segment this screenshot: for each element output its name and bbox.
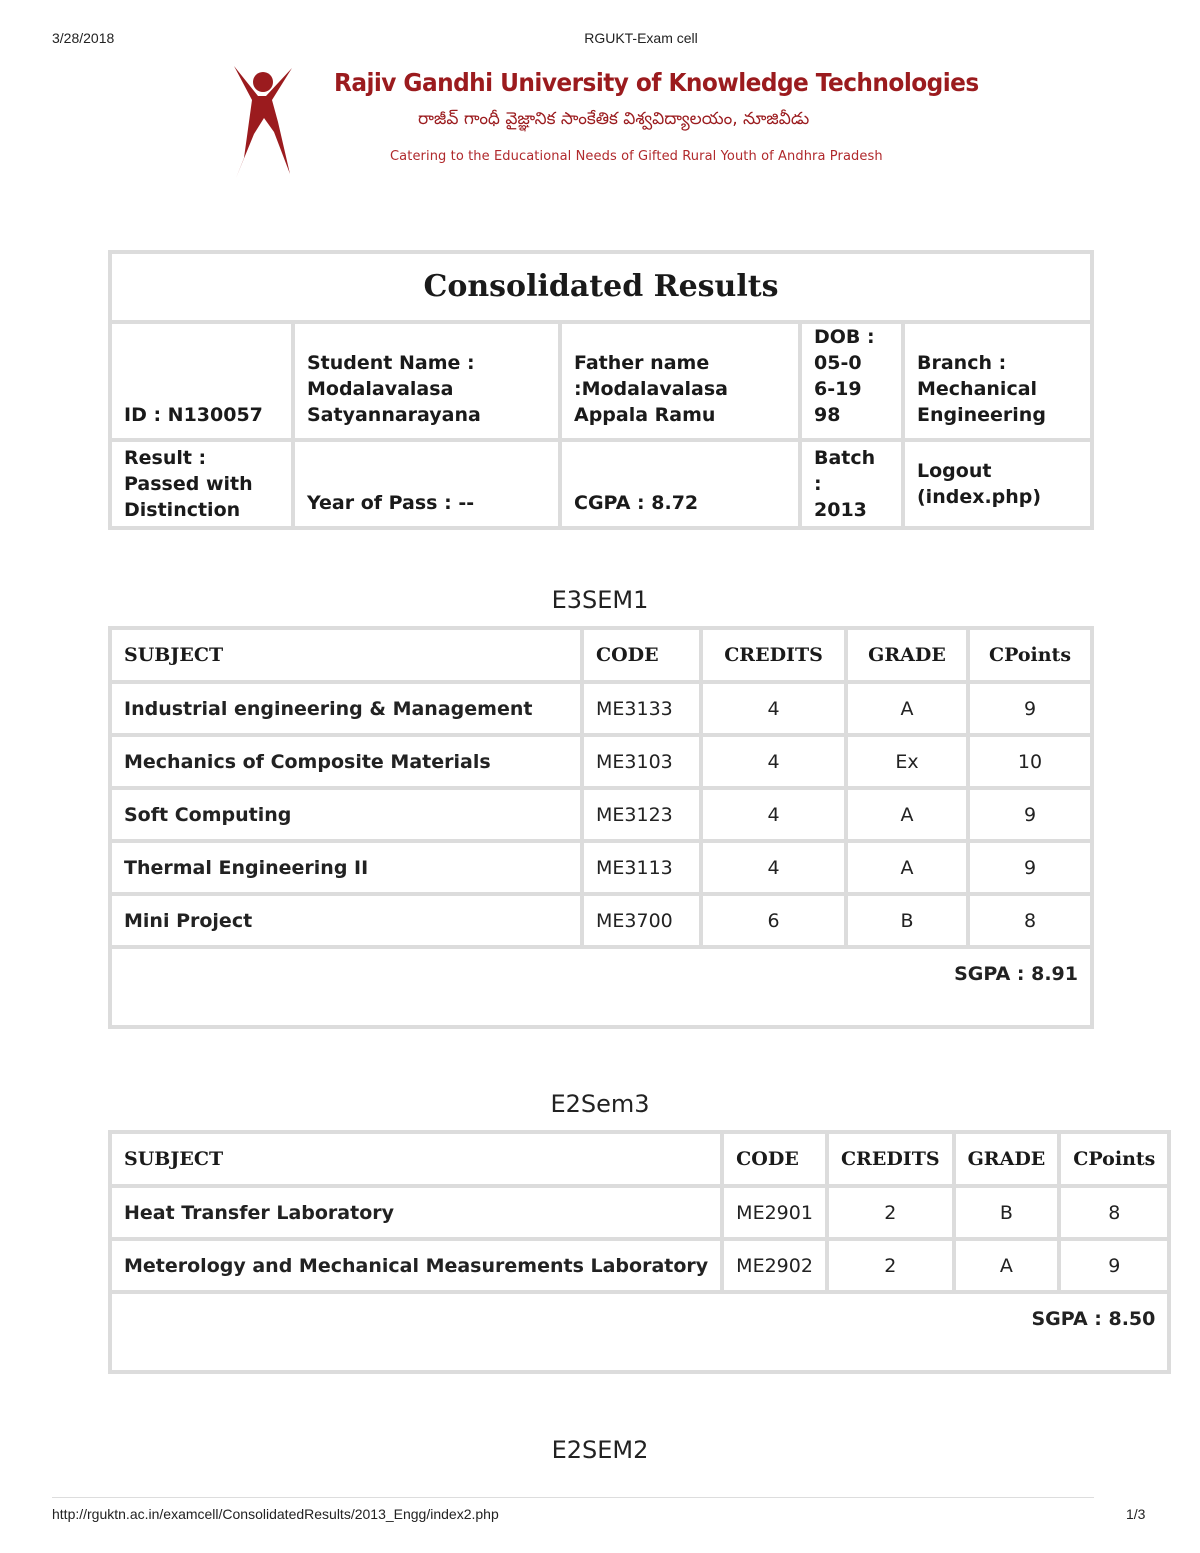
subject-cpoints: 9: [1059, 1239, 1169, 1292]
print-date: 3/28/2018: [52, 30, 115, 46]
subject-name: Soft Computing: [110, 788, 582, 841]
subject-grade: A: [846, 788, 968, 841]
logout-link[interactable]: Logout (index.php): [903, 440, 1092, 528]
subject-name: Mini Project: [110, 894, 582, 947]
subject-name: Industrial engineering & Management: [110, 682, 582, 735]
dob-cell: [800, 322, 903, 440]
batch-label: Batch :: [814, 447, 876, 495]
branch-label: Branch :: [917, 352, 1007, 374]
subject-code: ME2901: [722, 1186, 827, 1239]
table-header-row: [110, 1132, 1169, 1186]
subject-credits: 6: [701, 894, 846, 947]
table-row: [110, 735, 1092, 788]
subject-name: Heat Transfer Laboratory: [110, 1186, 722, 1239]
student-name-cell: [293, 322, 560, 440]
page-title: Consolidated Results: [110, 252, 1092, 322]
father-name: :Modalavalasa Appala Ramu: [574, 378, 728, 426]
subject-grade: Ex: [846, 735, 968, 788]
table-header-row: [110, 628, 1092, 682]
page-url: http://rguktn.ac.in/examcell/ConsolidatedResults/2013_Engg/index2.php: [52, 1506, 499, 1522]
sgpa-value: SGPA : 8.50: [110, 1292, 1169, 1372]
table-row: [110, 788, 1092, 841]
sgpa-row: [110, 1292, 1169, 1372]
subject-grade: B: [954, 1186, 1060, 1239]
subject-cpoints: 9: [968, 682, 1092, 735]
print-page-title: RGUKT-Exam cell: [584, 30, 698, 46]
dob-value: 05-06-1998: [814, 352, 862, 426]
subject-code: ME3113: [582, 841, 701, 894]
semester-title: E2SEM2: [551, 1436, 649, 1464]
col-credits: CREDITS: [827, 1132, 954, 1186]
subject-credits: 4: [701, 788, 846, 841]
student-info-table: [108, 250, 1094, 530]
subject-credits: 2: [827, 1186, 954, 1239]
subject-code: ME3103: [582, 735, 701, 788]
table-row: [110, 682, 1092, 735]
batch-cell: [800, 440, 903, 528]
subject-code: ME3133: [582, 682, 701, 735]
branch-cell: [903, 322, 1092, 440]
branch-value: Mechanical Engineering: [917, 378, 1046, 426]
subject-grade: B: [846, 894, 968, 947]
footer-divider: [52, 1497, 1094, 1498]
subject-credits: 2: [827, 1239, 954, 1292]
father-name-label: Father name: [574, 352, 710, 374]
col-cpoints: CPoints: [968, 628, 1092, 682]
col-grade: GRADE: [846, 628, 968, 682]
col-credits: CREDITS: [701, 628, 846, 682]
semester-table: [108, 1130, 1171, 1374]
university-logo: [230, 62, 296, 184]
university-name: Rajiv Gandhi University of Knowledge Technologies: [334, 68, 979, 97]
subject-credits: 4: [701, 841, 846, 894]
subject-cpoints: 8: [1059, 1186, 1169, 1239]
subject-grade: A: [846, 841, 968, 894]
father-name-cell: [560, 322, 800, 440]
university-name-telugu: రాజీవ్ గాంధీ వైజ్ఞానిక సాంకేతిక విశ్వవిద్యాలయం, నూజివీడు: [418, 109, 810, 129]
sgpa-value: SGPA : 8.91: [110, 947, 1092, 1027]
result-status: Result : Passed with Distinction: [110, 440, 293, 528]
col-code: CODE: [722, 1132, 827, 1186]
page-number: 1/3: [1126, 1506, 1146, 1522]
semester-title: E2Sem3: [550, 1090, 650, 1118]
subject-credits: 4: [701, 735, 846, 788]
semester-title: E3SEM1: [551, 586, 649, 614]
year-of-pass: Year of Pass : --: [293, 440, 560, 528]
subject-grade: A: [954, 1239, 1060, 1292]
subject-name: Thermal Engineering II: [110, 841, 582, 894]
subject-code: ME2902: [722, 1239, 827, 1292]
subject-credits: 4: [701, 682, 846, 735]
student-name-label: Student Name :: [307, 352, 475, 374]
subject-code: ME3123: [582, 788, 701, 841]
table-row: [110, 841, 1092, 894]
sgpa-row: [110, 947, 1092, 1027]
subject-grade: A: [846, 682, 968, 735]
student-name: Modalavalasa Satyannarayana: [307, 378, 481, 426]
batch-value: 2013: [814, 499, 867, 521]
subject-cpoints: 10: [968, 735, 1092, 788]
student-id: ID : N130057: [110, 322, 293, 440]
table-row: [110, 1186, 1169, 1239]
col-subject: SUBJECT: [110, 628, 582, 682]
dob-label: DOB :: [814, 326, 875, 348]
subject-cpoints: 9: [968, 841, 1092, 894]
table-row: [110, 1239, 1169, 1292]
subject-cpoints: 9: [968, 788, 1092, 841]
subject-cpoints: 8: [968, 894, 1092, 947]
semester-table: [108, 626, 1094, 1029]
col-cpoints: CPoints: [1059, 1132, 1169, 1186]
table-row: [110, 894, 1092, 947]
col-code: CODE: [582, 628, 701, 682]
cgpa: CGPA : 8.72: [560, 440, 800, 528]
subject-code: ME3700: [582, 894, 701, 947]
col-subject: SUBJECT: [110, 1132, 722, 1186]
subject-name: Mechanics of Composite Materials: [110, 735, 582, 788]
university-tagline: Catering to the Educational Needs of Gifted Rural Youth of Andhra Pradesh: [390, 149, 883, 164]
subject-name: Meterology and Mechanical Measurements Laboratory: [110, 1239, 722, 1292]
col-grade: GRADE: [954, 1132, 1060, 1186]
